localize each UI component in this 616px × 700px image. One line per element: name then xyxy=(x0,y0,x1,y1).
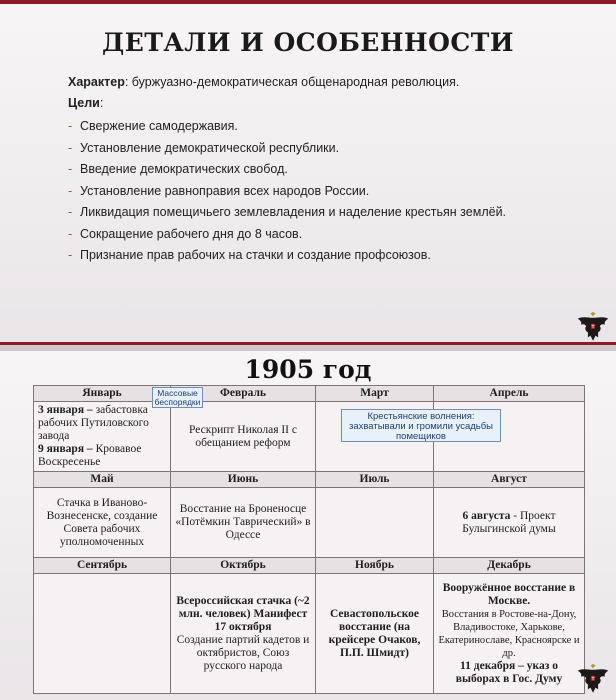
cell-september xyxy=(34,574,171,694)
riots-sticker: Массовые беспорядки xyxy=(152,387,203,408)
dash-bullet: - xyxy=(68,183,73,198)
list-item: - Ликвидация помещичьего землевладения и наделение крестьян землёй. xyxy=(68,205,507,219)
cell-may: Стачка в Иваново-Вознесенске, создание Совета рабочих уполномоченных xyxy=(34,488,171,558)
list-item: - Введение демократических свобод. xyxy=(68,162,288,176)
table-row xyxy=(34,386,585,402)
month-header: Январь xyxy=(34,386,171,402)
month-header: Апрель xyxy=(434,386,585,402)
list-item: - Установление равноправия всех народов России. xyxy=(68,183,370,198)
list-item: - Установление демократической республики. xyxy=(68,140,340,155)
cell-june: Восстание на Броненосце «Потёмкин Таврический» в Одессе xyxy=(171,488,316,558)
slide-content xyxy=(68,74,588,269)
goals-heading: Цели: xyxy=(68,96,104,110)
dash-bullet: - xyxy=(68,248,73,262)
month-header: Июнь xyxy=(171,472,316,488)
cell-july xyxy=(316,488,434,558)
month-header: Декабрь xyxy=(434,558,585,574)
table-row xyxy=(34,402,585,472)
table-row xyxy=(34,558,585,574)
table-row xyxy=(34,574,585,694)
list-item: - Сокращение рабочего дня до 8 часов. xyxy=(68,226,303,241)
events-table xyxy=(33,385,585,694)
slide-title: 1905 год xyxy=(244,355,372,384)
cell-october: Всероссийская стачка (~2 млн. человек) Манифест 17 октября Создание партий кадетов и октябристов, Союз русского народа xyxy=(171,574,316,694)
slide-1905 xyxy=(0,351,616,700)
month-header: Май xyxy=(34,472,171,488)
month-header: Август xyxy=(434,472,585,488)
cell-august: 6 августа - Проект Булыгинской думы xyxy=(434,488,585,558)
month-header: Ноябрь xyxy=(316,558,434,574)
table-row xyxy=(34,472,585,488)
cell-january: 3 января – забастовка рабочих Путиловского завода 9 января – Кровавое Воскресенье xyxy=(34,402,171,472)
dash-bullet: - xyxy=(68,140,73,155)
double-headed-eagle-icon xyxy=(576,311,610,345)
dash-bullet: - xyxy=(68,226,73,241)
month-header: Сентябрь xyxy=(34,558,171,574)
slide-details xyxy=(0,0,616,345)
goals-label: Цели xyxy=(68,96,100,110)
character-line xyxy=(68,74,588,95)
goals-list xyxy=(68,118,588,269)
cell-november: Севастопольское восстание (на крейсере Очаков, П.П. Шмидт) xyxy=(316,574,434,694)
dash-bullet: - xyxy=(68,162,73,176)
month-header: Март xyxy=(316,386,434,402)
cell-december: Вооружённое восстание в Москве. Восстания в Ростове-на-Дону, Владивостоке, Харькове, Екатеринославе, Красноярске и др. 11 декабря – указ о выборах в Гос. Думу xyxy=(434,574,585,694)
list-item: - Признание прав рабочих на стачки и создание профсоюзов. xyxy=(68,248,431,262)
month-header: Февраль xyxy=(171,386,316,402)
month-header: Октябрь xyxy=(171,558,316,574)
double-headed-eagle-icon xyxy=(576,663,610,697)
dash-bullet: - xyxy=(68,205,73,219)
peasants-sticker: Крестьянские волнения: захватывали и громили усадьбы помещиков xyxy=(341,409,501,442)
month-header: Июль xyxy=(316,472,434,488)
cell-february: Рескрипт Николая II с обещанием реформ xyxy=(171,402,316,472)
table-row xyxy=(34,488,585,558)
list-item: - Свержение самодержавия. xyxy=(68,119,238,133)
character-label: Характер xyxy=(68,75,125,89)
top-accent-band xyxy=(0,0,616,4)
character-text: : буржуазно-демократическая общенародная революция. xyxy=(124,75,460,89)
slide-title: ДЕТАЛИ И ОСОБЕННОСТИ xyxy=(101,28,514,57)
dash-bullet: - xyxy=(68,119,73,133)
